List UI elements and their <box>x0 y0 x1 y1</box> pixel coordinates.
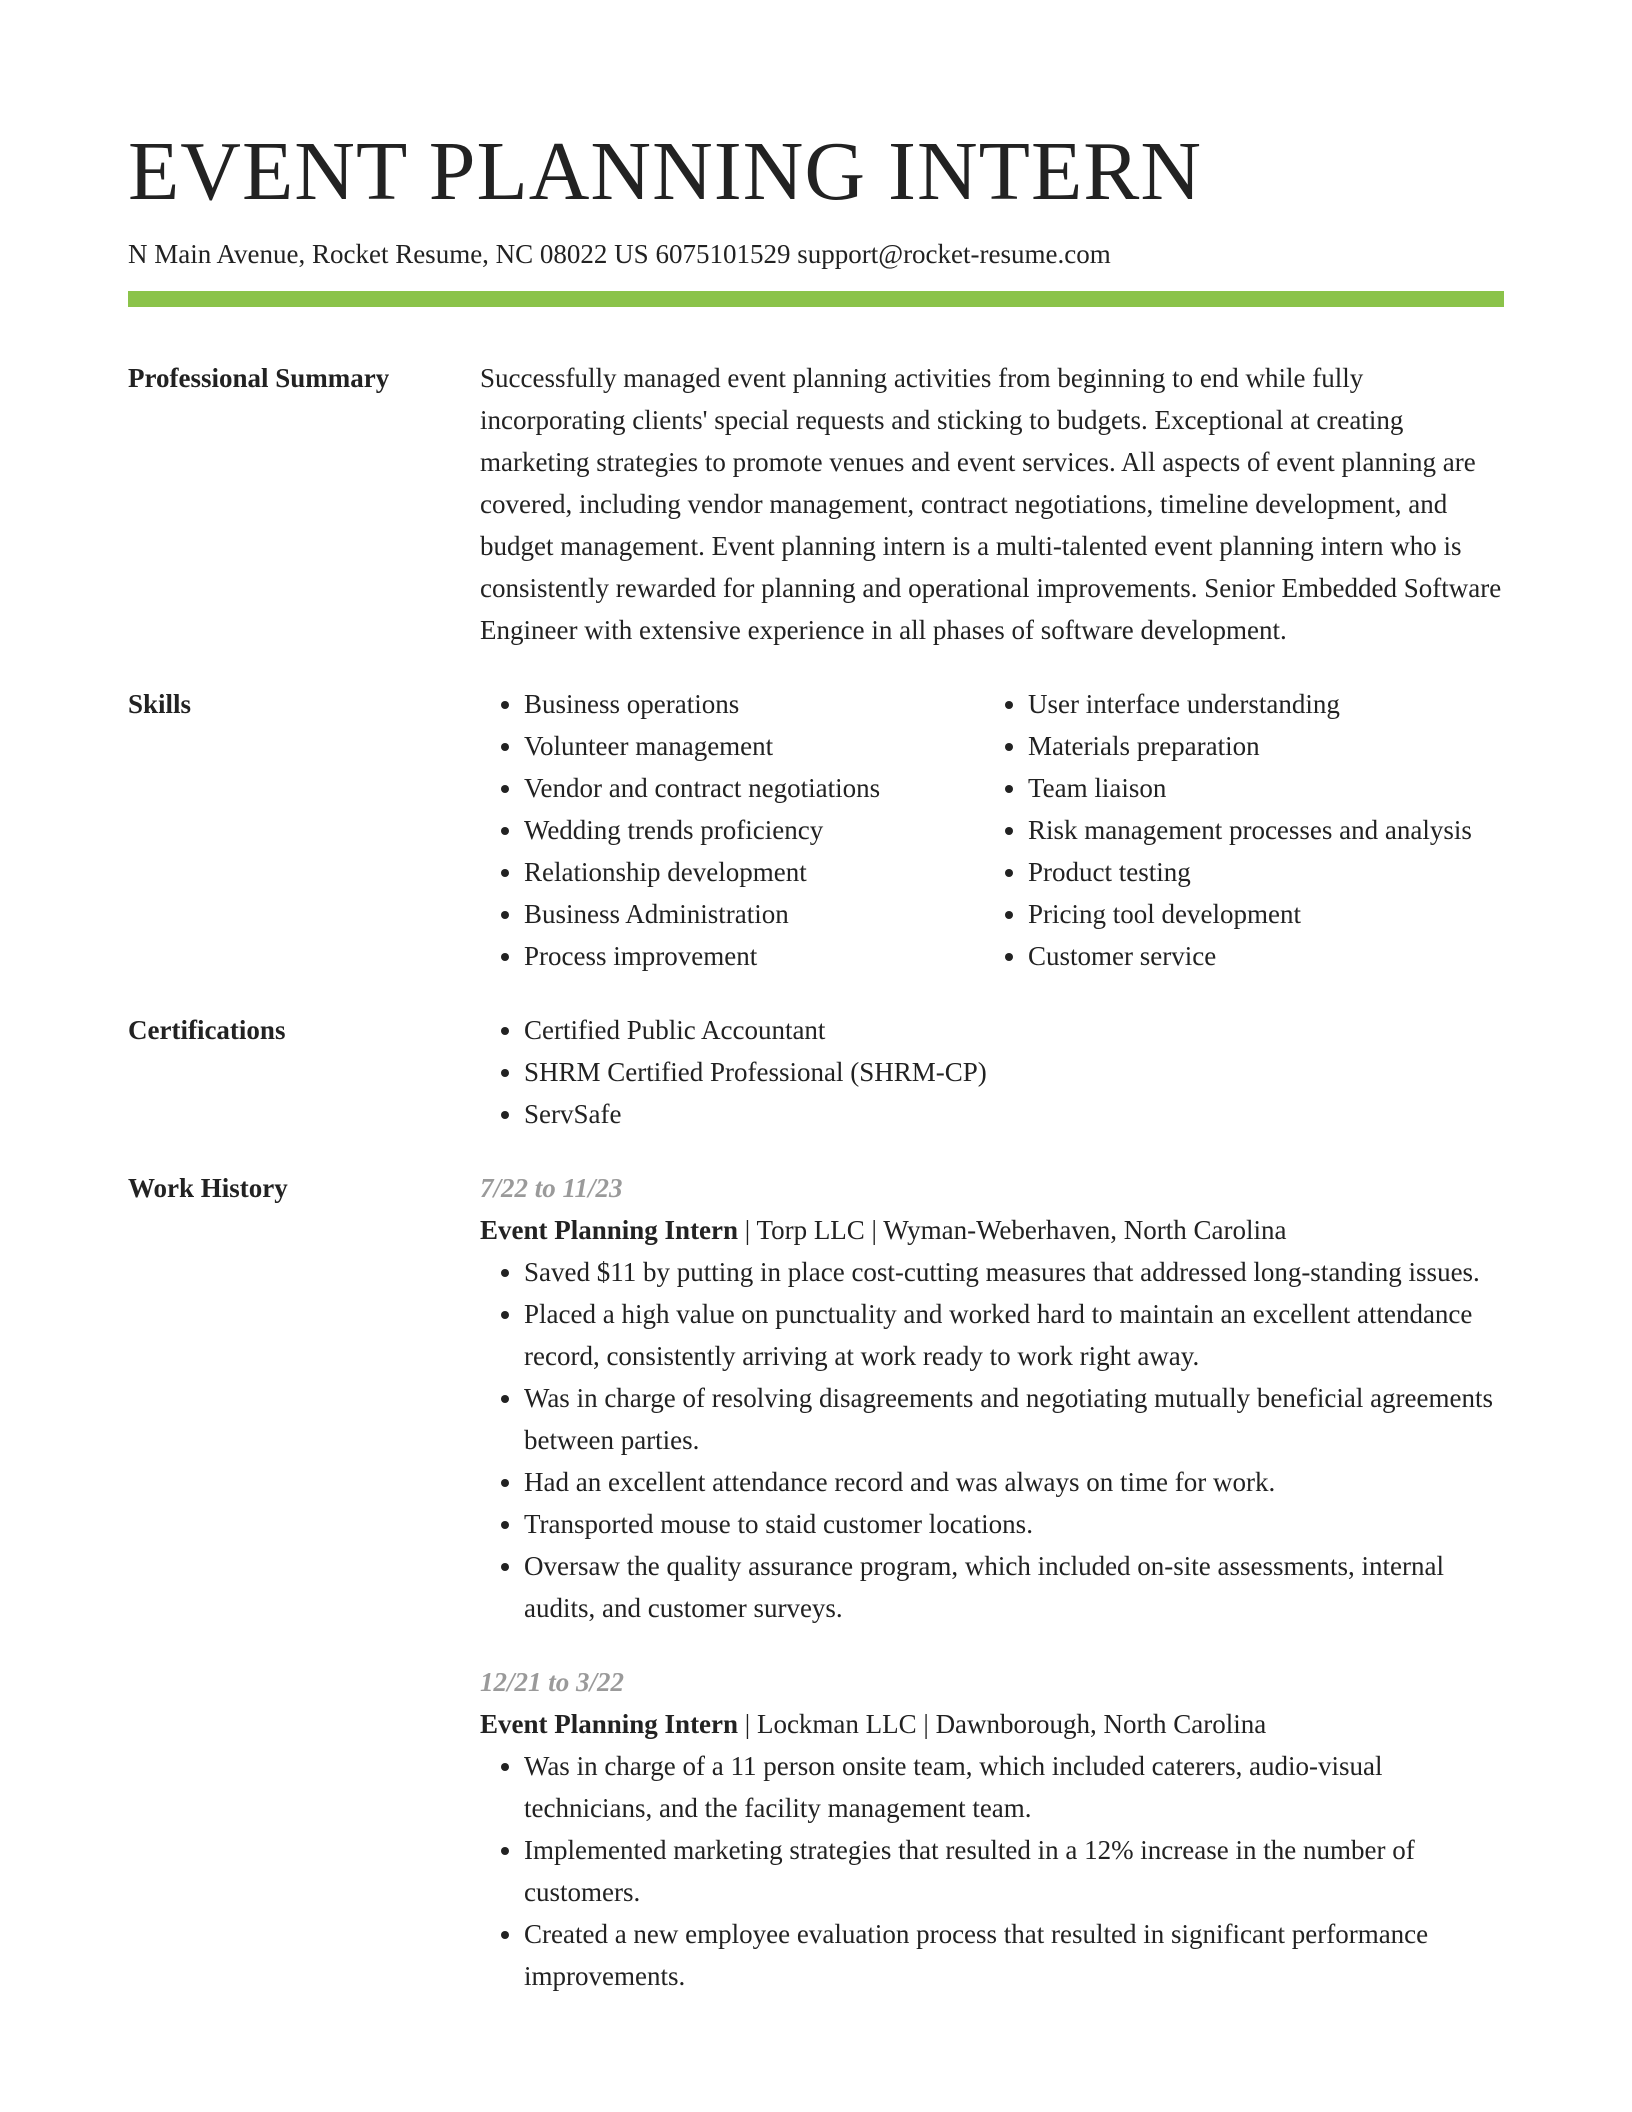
section-label-summary: Professional Summary <box>128 363 390 393</box>
job-title: Event Planning Intern <box>480 1709 739 1739</box>
header-divider <box>128 291 1504 307</box>
skill-item: • Relationship development <box>524 851 984 893</box>
skill-item: • Vendor and contract negotiations <box>524 767 984 809</box>
job-employer-location: | Torp LLC | Wyman-Weberhaven, North Carolina <box>738 1215 1287 1245</box>
skills-column-1 <box>480 683 984 977</box>
job-bullet: • Created a new employee evaluation process that resulted in significant performance improvements. <box>524 1913 1504 1997</box>
section-label-certifications: Certifications <box>128 1015 286 1045</box>
skill-item: • Process improvement <box>524 935 984 977</box>
certifications-body <box>480 1009 1504 1135</box>
section-skills <box>128 683 1504 977</box>
summary-text: Successfully managed event planning activities from beginning to end while fully incorporating clients' special requests and sticking to budgets. Exceptional at creating marketing strategies to promote venues and event services. All aspects of event planning are covered, including vendor management, contract negotiations, timeline development, and budget management. Event planning intern is a multi-talented event planning intern who is consistently rewarded for planning and operational improvements. Senior Embedded Software Engineer with extensive experience in all phases of software development. <box>480 363 1502 645</box>
job-employer-location: | Lockman LLC | Dawnborough, North Carolina <box>738 1709 1267 1739</box>
job-bullet: • Transported mouse to staid customer locations. <box>524 1503 1504 1545</box>
skill-item: • Wedding trends proficiency <box>524 809 984 851</box>
section-certifications <box>128 1009 1504 1135</box>
job-bullet: • Had an excellent attendance record and was always on time for work. <box>524 1461 1504 1503</box>
job-bullet: • Was in charge of a 11 person onsite team, which included caterers, audio-visual technicians, and the facility management team. <box>524 1745 1504 1829</box>
certification-item: • Certified Public Accountant <box>524 1009 1504 1051</box>
skill-item: • Business operations <box>524 683 984 725</box>
skill-item: • Risk management processes and analysis <box>1028 809 1504 851</box>
certification-item: • SHRM Certified Professional (SHRM-CP) <box>524 1051 1504 1093</box>
job-bullet: • Oversaw the quality assurance program, which included on-site assessments, internal audits, and customer surveys. <box>524 1545 1504 1629</box>
resume-page <box>128 0 1504 1997</box>
summary-body <box>480 357 1506 651</box>
skill-item: • Product testing <box>1028 851 1504 893</box>
section-label-work-history: Work History <box>128 1173 288 1203</box>
skill-item: • Customer service <box>1028 935 1504 977</box>
job-bullets <box>480 1745 1504 1997</box>
job-title: Event Planning Intern <box>480 1215 739 1245</box>
certifications-list <box>480 1009 1504 1135</box>
work-history-body <box>480 1167 1504 1997</box>
job-bullets <box>480 1251 1504 1629</box>
job-bullet: • Placed a high value on punctuality and worked hard to maintain an excellent attendance record, consistently arriving at work ready to work right away. <box>524 1293 1504 1377</box>
job-entry <box>480 1167 1504 1629</box>
address: N Main Avenue, Rocket Resume, NC 08022 US <box>128 239 649 269</box>
skills-column-2 <box>984 683 1504 977</box>
job-bullet: • Implemented marketing strategies that resulted in a 12% increase in the number of customers. <box>524 1829 1504 1913</box>
phone: 6075101529 <box>655 239 791 269</box>
job-dates: 7/22 to 11/23 <box>480 1173 623 1203</box>
job-heading <box>480 1703 1504 1745</box>
email: support@rocket-resume.com <box>797 239 1111 269</box>
skill-item: • Pricing tool development <box>1028 893 1504 935</box>
skill-item: • User interface understanding <box>1028 683 1504 725</box>
job-dates: 12/21 to 3/22 <box>480 1667 625 1697</box>
skills-body <box>480 683 1504 977</box>
candidate-name: EVENT PLANNING INTERN <box>128 125 1202 218</box>
skill-item: • Materials preparation <box>1028 725 1504 767</box>
skill-item: • Business Administration <box>524 893 984 935</box>
contact-line <box>128 236 1504 272</box>
section-work-history <box>128 1167 1504 1997</box>
skill-item: • Team liaison <box>1028 767 1504 809</box>
job-bullet: • Was in charge of resolving disagreements and negotiating mutually beneficial agreements between parties. <box>524 1377 1504 1461</box>
job-bullet: • Saved $11 by putting in place cost-cutting measures that addressed long-standing issues. <box>524 1251 1504 1293</box>
certification-item: • ServSafe <box>524 1093 1504 1135</box>
job-heading <box>480 1209 1504 1251</box>
section-label-skills: Skills <box>128 689 192 719</box>
skill-item: • Volunteer management <box>524 725 984 767</box>
job-entry <box>480 1661 1504 1997</box>
section-professional-summary <box>128 357 1504 651</box>
